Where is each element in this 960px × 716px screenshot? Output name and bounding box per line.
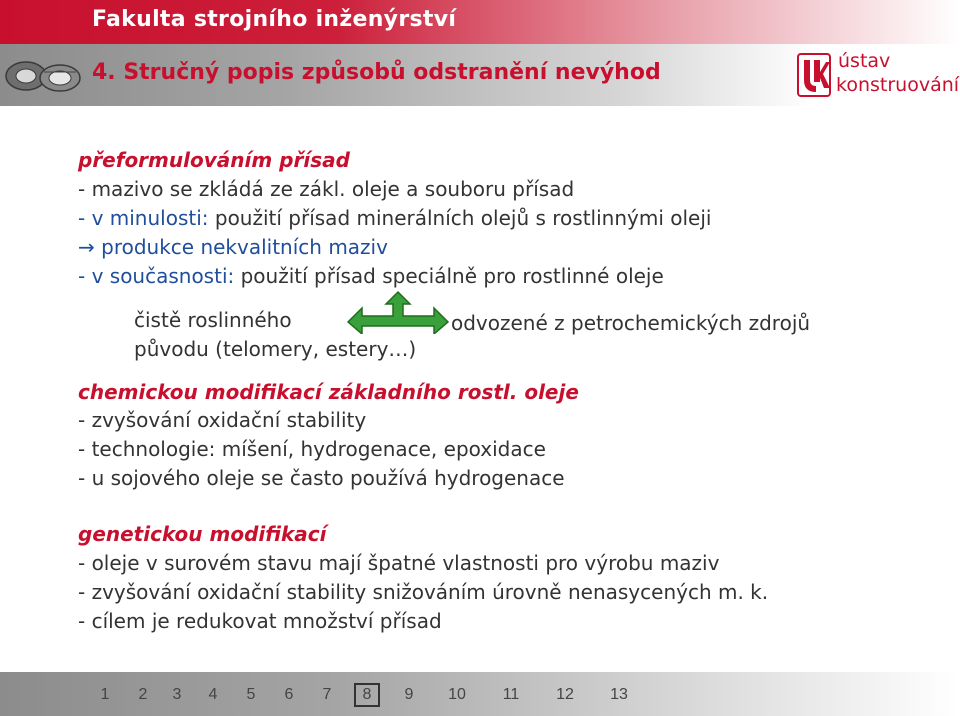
text-line (78, 235, 388, 259)
institute-logo[interactable] (796, 50, 960, 102)
page-link-13[interactable]: 13 (610, 686, 628, 703)
text-line: - cílem je redukovat množství přísad (78, 609, 442, 633)
logo-text-line2: konstruování (836, 74, 960, 96)
split-left-text: čistě roslinného (134, 308, 292, 332)
page-link-7[interactable]: 7 (322, 686, 332, 703)
page-link-12[interactable]: 12 (556, 686, 574, 703)
bearing-illustration (4, 54, 84, 98)
arrow-right-icon: → (78, 235, 95, 259)
page-link-2[interactable]: 2 (138, 686, 148, 703)
section-heading-chemical: chemickou modifikací základního rostl. oleje (78, 380, 579, 404)
text-line: - oleje v surovém stavu mají špatné vlastnosti pro výrobu maziv (78, 551, 720, 575)
section-title: 4. Stručný popis způsobů odstranění nevýhod (92, 60, 661, 85)
text-emphasis: - v minulosti: (78, 206, 209, 230)
page-link-4[interactable]: 4 (208, 686, 218, 703)
text-line: - mazivo se zkládá ze zákl. oleje a souboru přísad (78, 177, 575, 201)
section-heading-genetic: genetickou modifikací (78, 522, 327, 546)
section-heading-reformulation: přeformulováním přísad (78, 148, 350, 172)
logo-mark-icon (796, 52, 832, 98)
text-span: použití přísad minerálních olejů s rostlinnými oleji (208, 206, 712, 230)
text-span: použití přísad speciálně pro rostlinné oleje (234, 264, 664, 288)
text-span: produkce nekvalitních maziv (94, 235, 388, 259)
split-arrow-icon (346, 290, 450, 334)
slide-pager (0, 683, 960, 707)
page-link-3[interactable]: 3 (172, 686, 182, 703)
faculty-title: Fakulta strojního inženýrství (92, 7, 457, 32)
text-emphasis: - v současnosti: (78, 264, 235, 288)
page-link-10[interactable]: 10 (448, 686, 466, 703)
split-left-text: původu (telomery, estery…) (134, 337, 417, 361)
text-line: - technologie: míšení, hydrogenace, epoxidace (78, 437, 546, 461)
text-line (78, 206, 711, 230)
page-link-6[interactable]: 6 (284, 686, 294, 703)
page-link-9[interactable]: 9 (404, 686, 414, 703)
page-link-5[interactable]: 5 (246, 686, 256, 703)
page-link-8[interactable]: 8 (354, 683, 380, 707)
text-line (78, 264, 664, 288)
text-line: - zvyšování oxidační stability (78, 408, 367, 432)
split-right-text: odvozené z petrochemických zdrojů (451, 311, 811, 335)
page-link-11[interactable]: 11 (502, 686, 520, 703)
text-line: - u sojového oleje se často používá hydrogenace (78, 466, 565, 490)
text-line: - zvyšování oxidační stability snižováním úrovně nenasycených m. k. (78, 580, 769, 604)
page-link-1[interactable]: 1 (100, 686, 110, 703)
logo-text-line1: ústav (838, 50, 891, 72)
